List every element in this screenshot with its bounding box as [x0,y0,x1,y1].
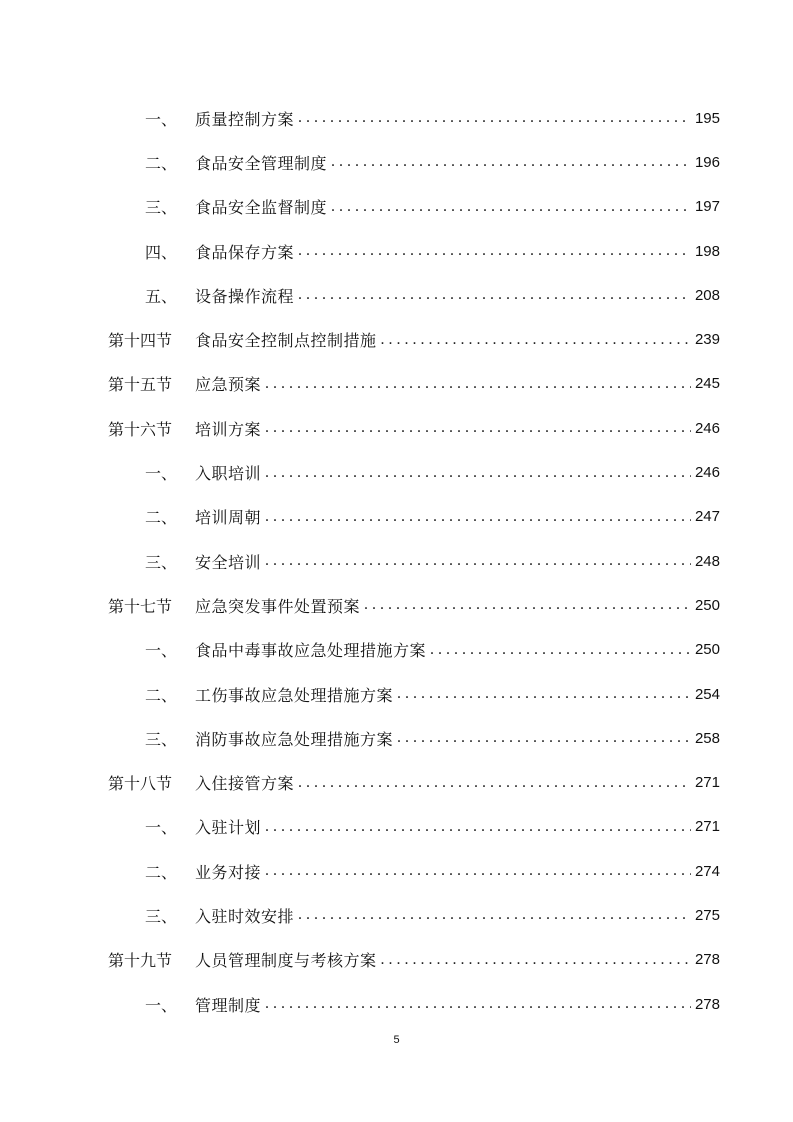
toc-entry-title: 工伤事故应急处理措施方案 [195,685,394,705]
toc-entry-page: 278 [694,951,720,969]
toc-entry-page: 274 [694,862,720,880]
toc-entry-page: 250 [694,596,720,614]
dot-leader [298,286,691,304]
toc-subsection-entry[interactable] [108,716,720,760]
toc-entry-title: 业务对接 [195,862,262,882]
dot-leader [364,596,691,614]
toc-entry-page: 254 [694,685,720,703]
toc-entry-page: 245 [694,375,720,393]
dot-leader [331,153,691,171]
toc-entry-number: 二、 [145,685,178,705]
toc-section-entry[interactable] [108,760,720,804]
dot-leader [298,906,691,924]
toc-entry-title: 人员管理制度与考核方案 [195,951,377,971]
dot-leader [331,198,691,216]
toc-entry-page: 247 [694,508,720,526]
toc-entry-title: 入住接管方案 [195,774,295,794]
page-number: 5 [393,1034,400,1046]
toc-entry-title: 食品安全控制点控制措施 [195,331,377,351]
toc-entry-number: 一、 [145,818,178,838]
toc-entry-title: 设备操作流程 [195,286,295,306]
dot-leader [265,862,691,880]
toc-subsection-entry[interactable] [108,805,720,849]
toc-entry-number: 第十五节 [108,375,173,395]
toc-entry-number: 第十六节 [108,419,173,439]
toc-entry-number: 三、 [145,198,178,218]
dot-leader [298,774,691,792]
toc-entry-title: 安全培训 [195,552,262,572]
toc-entry-title: 食品安全管理制度 [195,153,328,173]
toc-entry-number: 第十九节 [108,951,173,971]
toc-entry-number: 二、 [145,862,178,882]
toc-entry-page: 278 [694,995,720,1013]
toc-entry-page: 248 [694,552,720,570]
toc-entry-number: 五、 [145,286,178,306]
toc-subsection-entry[interactable] [108,849,720,893]
dot-leader [265,995,691,1013]
toc-entry-number: 三、 [145,906,178,926]
toc-entry-title: 培训方案 [195,419,262,439]
toc-entry-page: 246 [694,464,720,482]
toc-subsection-entry[interactable] [108,229,720,273]
toc-entry-page: 208 [694,286,720,304]
toc-subsection-entry[interactable] [108,628,720,672]
toc-subsection-entry[interactable] [108,495,720,539]
toc-subsection-entry[interactable] [108,140,720,184]
toc-entry-page: 198 [694,242,720,260]
toc-entry-number: 一、 [145,641,178,661]
toc-entry-number: 三、 [145,729,178,749]
dot-leader [265,464,691,482]
dot-leader [265,818,691,836]
toc-entry-title: 食品中毒事故应急处理措施方案 [195,641,427,661]
toc-entry-number: 三、 [145,552,178,572]
toc-entry-title: 食品保存方案 [195,242,295,262]
toc-entry-page: 271 [694,818,720,836]
toc-entry-title: 应急预案 [195,375,262,395]
toc-entry-number: 第十八节 [108,774,173,794]
toc-entry-number: 一、 [145,995,178,1015]
dot-leader [298,109,691,127]
toc-entry-page: 246 [694,419,720,437]
toc-entry-page: 275 [694,906,720,924]
toc-entry-number: 第十四节 [108,331,173,351]
toc-entry-title: 入驻时效安排 [195,906,295,926]
toc-section-entry[interactable] [108,406,720,450]
toc-entry-page: 239 [694,331,720,349]
toc-entry-page: 195 [694,109,720,127]
dot-leader [265,552,691,570]
toc-section-entry[interactable] [108,362,720,406]
dot-leader [397,685,691,703]
dot-leader [381,951,691,969]
toc-entry-page: 196 [694,153,720,171]
dot-leader [265,375,691,393]
toc-subsection-entry[interactable] [108,273,720,317]
dot-leader [381,331,691,349]
toc-entry-title: 管理制度 [195,995,262,1015]
dot-leader [397,729,691,747]
toc-entry-title: 消防事故应急处理措施方案 [195,729,394,749]
toc-subsection-entry[interactable] [108,96,720,140]
dot-leader [265,508,691,526]
dot-leader [265,419,691,437]
toc-entry-title: 培训周朝 [195,508,262,528]
toc-entry-number: 四、 [145,242,178,262]
toc-subsection-entry[interactable] [108,982,720,1026]
toc-subsection-entry[interactable] [108,450,720,494]
toc-entry-number: 第十七节 [108,596,173,616]
toc-subsection-entry[interactable] [108,893,720,937]
dot-leader [430,641,691,659]
toc-entry-page: 258 [694,729,720,747]
toc-entry-number: 一、 [145,109,178,129]
toc-section-entry[interactable] [108,938,720,982]
toc-entry-title: 应急突发事件处置预案 [195,596,361,616]
toc-entry-number: 一、 [145,464,178,484]
toc-entry-number: 二、 [145,508,178,528]
dot-leader [298,242,691,260]
toc-entry-page: 250 [694,641,720,659]
toc-entry-page: 271 [694,774,720,792]
toc-entry-number: 二、 [145,153,178,173]
toc-section-entry[interactable] [108,317,720,361]
toc-entry-title: 食品安全监督制度 [195,198,328,218]
toc-subsection-entry[interactable] [108,672,720,716]
toc-entry-title: 入驻计划 [195,818,262,838]
toc-subsection-entry[interactable] [108,539,720,583]
toc-section-entry[interactable] [108,583,720,627]
table-of-contents [108,96,720,1026]
toc-entry-title: 质量控制方案 [195,109,295,129]
toc-entry-page: 197 [694,198,720,216]
toc-subsection-entry[interactable] [108,185,720,229]
toc-entry-title: 入职培训 [195,464,262,484]
